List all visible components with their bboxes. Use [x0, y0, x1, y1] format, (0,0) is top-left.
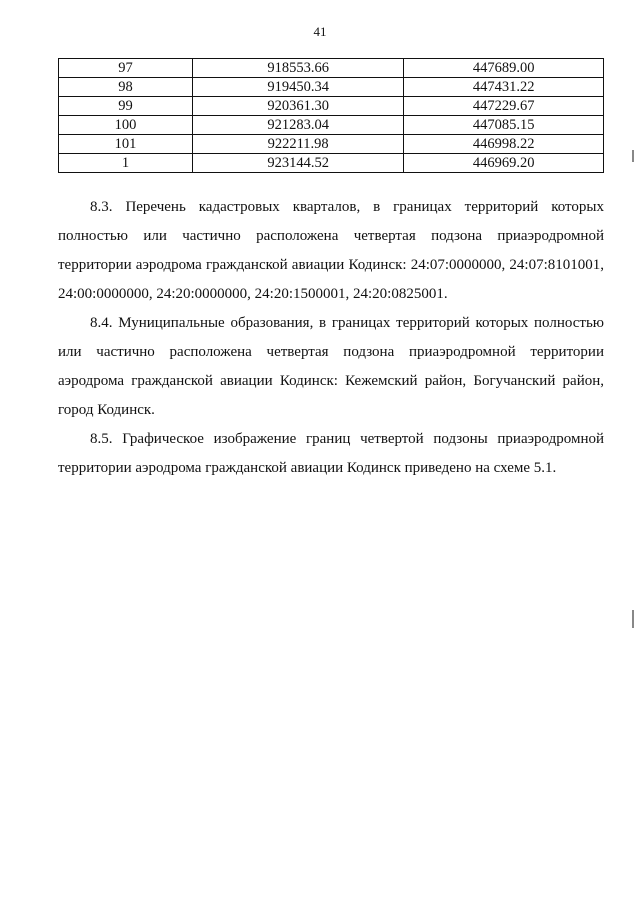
table-cell: 98	[59, 78, 193, 97]
scan-edge-mark	[632, 610, 634, 628]
table-cell: 99	[59, 97, 193, 116]
table-row	[59, 59, 604, 78]
table-row	[59, 78, 604, 97]
table-cell: 97	[59, 59, 193, 78]
table-cell: 1	[59, 154, 193, 173]
table-cell: 100	[59, 116, 193, 135]
scan-edge-mark	[632, 150, 634, 162]
table-cell: 919450.34	[192, 78, 404, 97]
table-row	[59, 135, 604, 154]
table-cell: 920361.30	[192, 97, 404, 116]
table-row	[59, 97, 604, 116]
table-cell: 923144.52	[192, 154, 404, 173]
table-cell: 446998.22	[404, 135, 604, 154]
paragraph-8-3: 8.3. Перечень кадастровых кварталов, в границах территорий которых полностью или частично расположена четвертая подзона приаэродромной территории аэродрома гражданской авиации Кодинск: 24:07:0000000, 24:07:8101001, 24:00:0000000, 24:20:0000000, 24:20:1500001, 24:20:0825001.	[58, 199, 604, 302]
coordinates-table	[58, 58, 604, 173]
table-cell: 447689.00	[404, 59, 604, 78]
table-row	[59, 154, 604, 173]
page-number: 41	[313, 24, 327, 39]
body-text	[58, 193, 604, 483]
table-cell: 446969.20	[404, 154, 604, 173]
table-cell: 447229.67	[404, 97, 604, 116]
table-cell: 921283.04	[192, 116, 404, 135]
paragraph-8-5: 8.5. Графическое изображение границ четвертой подзоны приаэродромной территории аэродрома гражданской авиации Кодинск приведено на схеме 5.1.	[58, 431, 604, 476]
table-cell: 447085.15	[404, 116, 604, 135]
paragraph-8-4: 8.4. Муниципальные образования, в границах территорий которых полностью или частично расположена четвертая подзона приаэродромной территории аэродрома гражданской авиации Кодинск: Кежемский район, Богучанский район, город Кодинск.	[58, 315, 604, 418]
table-cell: 447431.22	[404, 78, 604, 97]
table-cell: 918553.66	[192, 59, 404, 78]
table-cell: 101	[59, 135, 193, 154]
table-row	[59, 116, 604, 135]
table-cell: 922211.98	[192, 135, 404, 154]
